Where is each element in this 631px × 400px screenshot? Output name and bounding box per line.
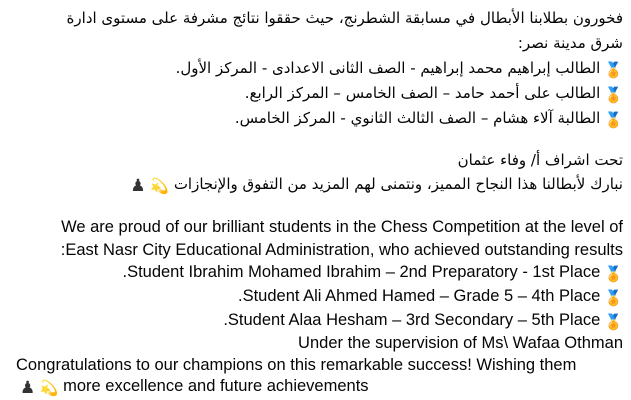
english-student-1-text: Student Ibrahim Mohamed Ibrahim – 2nd Preparatory - 1st Place. — [122, 263, 601, 281]
arabic-intro-line-2: شرق مدينة نصر: — [517, 34, 623, 52]
arabic-student-3-text: الطالبة آلاء هشام – الصف الثالث الثانوي - المركز الخامس. — [234, 109, 601, 127]
medal-icon: 🏅 — [604, 111, 623, 129]
english-student-2-text: Student Ali Ahmed Hamed – Grade 5 – 4th Place. — [237, 287, 601, 305]
arabic-intro-line-1: فخورون بطلابنا الأبطال في مسابقة الشطرنج، حيث حققوا نتائج مشرفة على مستوى ادارة — [66, 9, 623, 27]
english-congrats-line-2 — [20, 374, 369, 398]
chess-pawn-icon: ♟ — [20, 378, 36, 397]
sparkle-icon: 💫 — [150, 177, 170, 195]
arabic-student-1 — [176, 56, 623, 80]
medal-icon: 🏅 — [604, 314, 623, 331]
chess-pawn-icon: ♟ — [130, 176, 146, 196]
english-supervision: Under the supervision of Ms\ Wafaa Othman — [298, 334, 623, 352]
english-student-1 — [122, 260, 623, 284]
english-intro-line-2: East Nasr City Educational Administration, who achieved outstanding results: — [60, 241, 623, 259]
arabic-student-1-text: الطالب إبراهيم محمد إبراهيم - الصف الثانى الاعدادى - المركز الأول. — [175, 59, 601, 77]
arabic-student-2-text: الطالب على أحمد حامد – الصف الخامس – المركز الرابع. — [244, 84, 601, 102]
medal-icon: 🏅 — [604, 290, 623, 307]
arabic-congrats — [130, 172, 623, 196]
arabic-student-2 — [245, 81, 623, 105]
english-student-2 — [238, 284, 623, 308]
english-student-3-text: Student Alaa Hesham – 3rd Secondary – 5th Place. — [223, 311, 601, 329]
arabic-student-3 — [235, 106, 623, 130]
english-congrats-line-1: Congratulations to our champions on this remarkable success! Wishing them — [16, 356, 577, 374]
english-congrats-line-2-text: more excellence and future achievements — [63, 377, 369, 395]
medal-icon: 🏅 — [604, 61, 623, 79]
english-student-3 — [223, 308, 623, 332]
arabic-congrats-text: نبارك لأبطالنا هذا النجاح المميز، ونتمنى لهم المزيد من التفوق والإنجازات — [173, 175, 623, 193]
english-intro-line-1: We are proud of our brilliant students in the Chess Competition at the level of — [61, 218, 623, 236]
medal-icon: 🏅 — [604, 266, 623, 283]
arabic-supervision: تحت اشراف أ/ وفاء عثمان — [457, 151, 623, 169]
sparkle-icon: 💫 — [39, 380, 59, 397]
medal-icon: 🏅 — [604, 86, 623, 104]
